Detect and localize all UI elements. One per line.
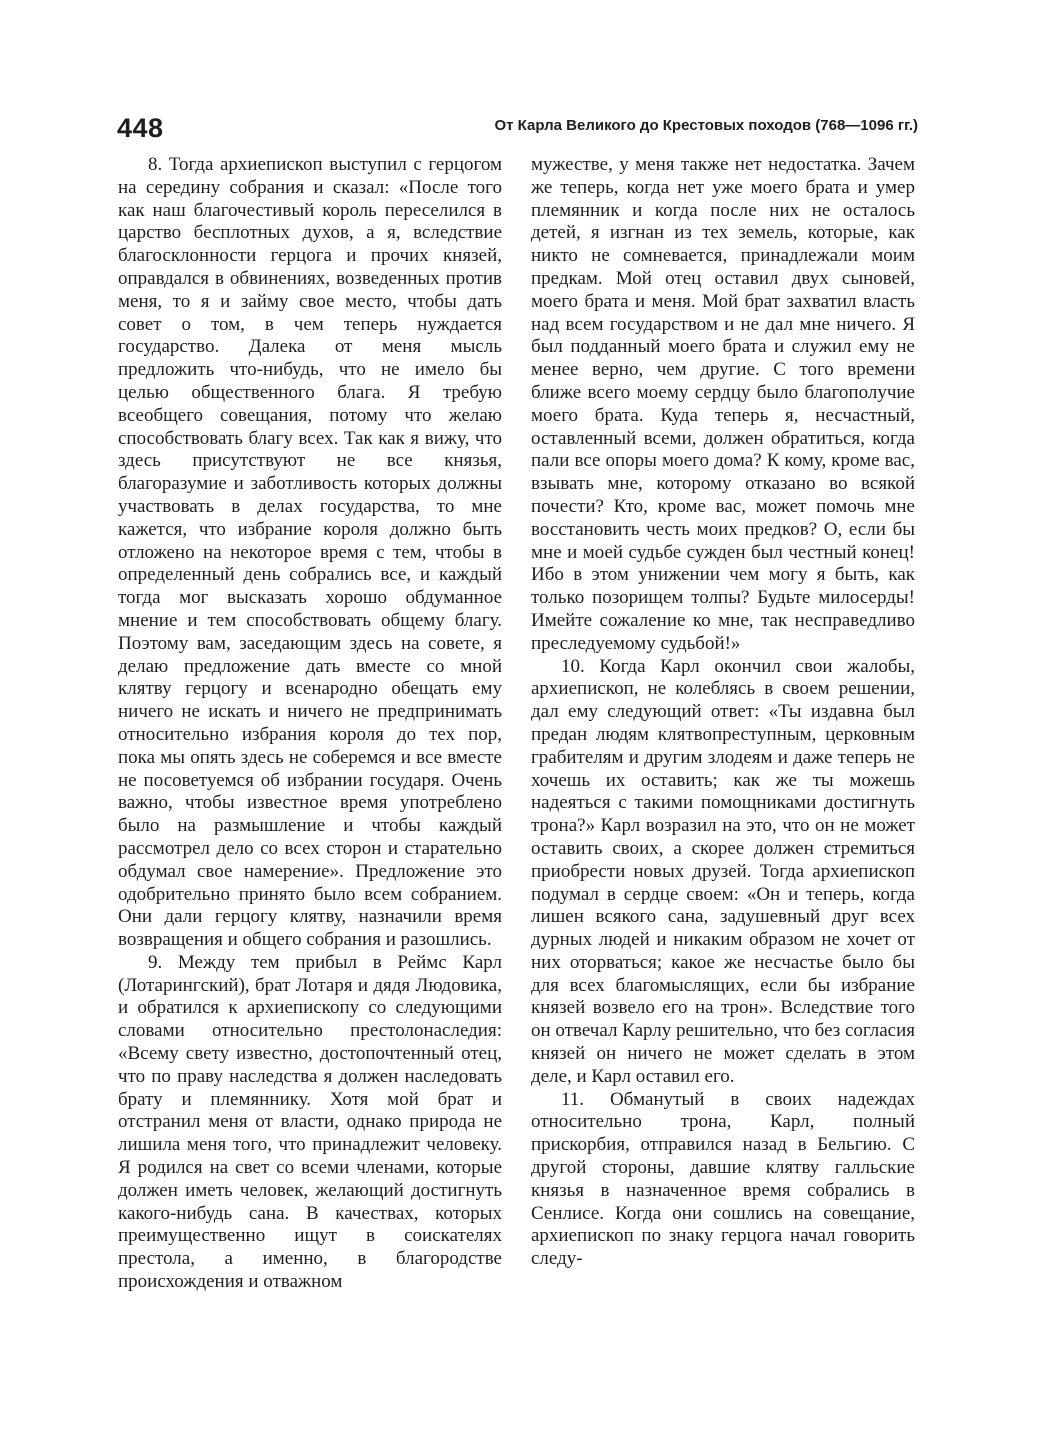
running-title: От Карла Великого до Крестовых походов (768—1096 гг.) [494,117,918,134]
paragraph-11: 11. Обманутый в своих надеждах относительно трона, Карл, полный прискорбия, отправился назад в Бельгию. С другой стороны, давшие клятву галльские князья в назначенное время собрались в Сенлисе. Когда они сошлись на совещание, архиепископ по знаку герцога начал говорить следу- [531,1088,915,1270]
paragraph-9: 9. Между тем прибыл в Реймс Карл (Лотарингский), брат Лотаря и дядя Людовика, и обратился к архиепископу со следующими словами относительно престолонаследия: «Всему свету известно, достопочтенный отец, что по праву наследства я должен наследовать брату и племяннику. Хотя мой брат и отстранил меня от власти, однако природа не лишила меня того, что принадлежит человеку. Я родился на свет со всеми членами, которые должен иметь человек, желающий достигнуть какого-нибудь сана. В качествах, которых преимущественно ищут в соискателях престола, а именно, в благородстве происхождения и отважном [118,951,502,1293]
right-column [531,154,915,1271]
paragraph-9-continued: мужестве, у меня также нет недостатка. Зачем же теперь, когда нет уже моего брата и умер племянник и когда после них не осталось детей, я изгнан из тех земель, которые, как никто не сомневается, принадлежали моим предкам. Мой отец оставил двух сыновей, моего брата и меня. Мой брат захватил власть над всем государством и не дал мне ничего. Я был подданный моего брата и служил ему не менее верно, чем другие. С того времени ближе всего моему сердцу было благополучие моего брата. Куда теперь я, несчастный, оставленный всеми, должен обратиться, когда пали все опоры моего дома? К кому, кроме вас, взывать мне, которому отказано во всякой почести? Кто, кроме вас, может помочь мне восстановить честь моих предков? О, если бы мне и моей судьбе сужден был честный конец! Ибо в этом унижении чем могу я быть, как только позорищем толпы? Будьте милосерды! Имейте сожаление ко мне, так несправедливо преследуемому судьбой!» [531,154,915,654]
paragraph-10: 10. Когда Карл окончил свои жалобы, архиепископ, не колеблясь в своем решении, дал ему следующий ответ: «Ты издавна был предан людям клятвопреступным, церковным грабителям и другим злодеям и даже теперь не хочешь их оставить; как же ты можешь надеяться с такими помощниками достигнуть трона?» Карл возразил на это, что он не может оставить своих, а скорее должен стремиться приобрести новых друзей. Тогда архиепископ подумал в сердце своем: «Он и теперь, когда лишен всякого сана, задушевный друг всех дурных людей и никаким образом не хочет от них оторваться; какое же несчастье было бы для всех благомыслящих, если бы избрание князей возвело его на трон». Вследствие того он отвечал Карлу решительно, что без согласия князей он ничего не может сделать в этом деле, и Карл оставил его. [531,655,916,1087]
paragraph-8: 8. Тогда архиепископ выступил с герцогом на середину собрания и сказал: «После того как наш благочестивый король переселился в царство бесплотных духов, а я, вследствие благосклонности герцога и прочих князей, оправдался в обвинениях, возведенных против меня, то я и займу свое место, чтобы дать совет о том, в чем теперь нуждается государство. Далека от меня мысль предложить что-нибудь, что не имело бы целью общественного блага. Я требую всеобщего совещания, потому что желаю способствовать благу всех. Так как я вижу, что здесь присутствуют не все князья, благоразумие и заботливость которых должны участвовать в делах государства, то мне кажется, что избрание короля должно быть отложено на некоторое время с тем, чтобы в определенный день собрались все, и каждый тогда мог высказать хорошо обдуманное мнение и тем способствовать общему благу. Поэтому вам, заседающим здесь на совете, я делаю предложение дать вместе со мной клятву герцогу и всенародно обещать ему ничего не искать и ничего не предпринимать относительно избрания короля до тех пор, пока мы опять здесь не соберемся и все вместе не посоветуемся об избрании государя. Очень важно, чтобы известное время употреблено было на размышление и чтобы каждый рассмотрел дело со всех сторон и старательно обдумал свое намерение». Предложение это одобрительно принято было всем собранием. Они дали герцогу клятву, назначили время возвращения и общего собрания и разошлись. [118,154,502,951]
left-column [118,154,502,1294]
page-number: 448 [117,113,164,143]
